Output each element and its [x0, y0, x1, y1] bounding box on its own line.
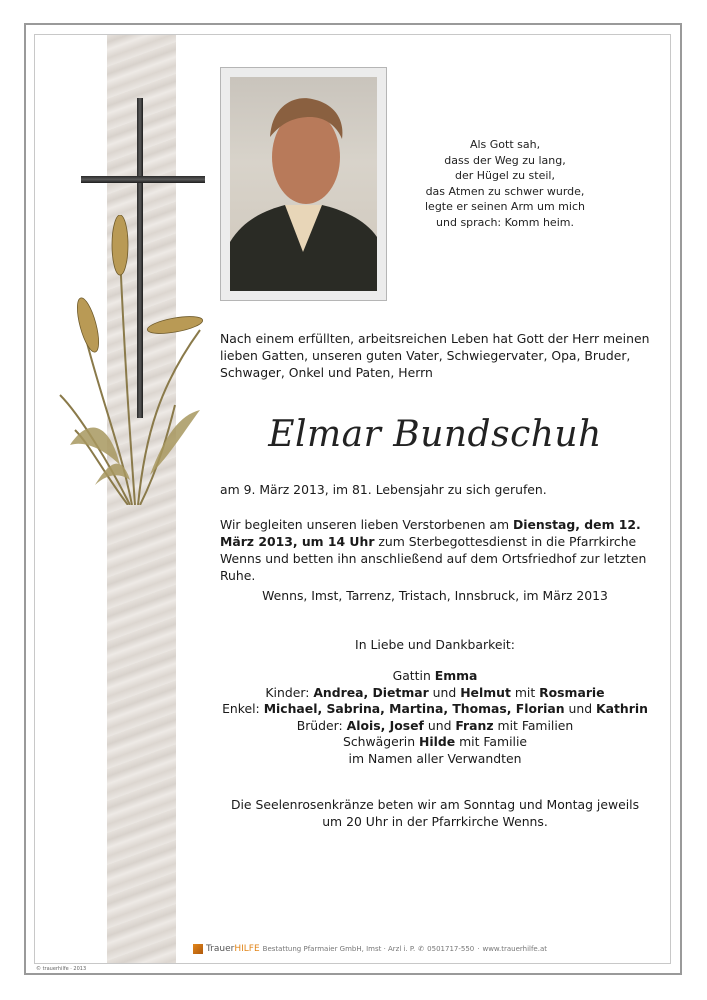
- logo-part-b: HILFE: [234, 944, 260, 954]
- sister-in-law-label: Schwägerin: [342, 734, 420, 749]
- family-grandchildren: [210, 701, 660, 718]
- copyright: © trauerhilfe · 2013: [36, 966, 87, 972]
- wheat-icon: [50, 215, 220, 505]
- verse-line: Als Gott sah,: [469, 138, 541, 151]
- footer-phone: 0501717-550: [427, 945, 475, 953]
- family-wife: [210, 668, 660, 685]
- conj: und: [423, 717, 456, 733]
- funeral-post: zum Sterbegottesdienst in die Pfarrkirche Wenns und betten ihn anschließend auf dem Ortsfriedhof zur letzten Ruhe.: [220, 534, 647, 583]
- intro-text: Nach einem erfüllten, arbeitsreichen Leben hat Gott der Herr meinen lieben Gatten, unseren guten Vater, Schwiegervater, Opa, Bruder, Schwager, Onkel und Paten, Herrn: [220, 331, 650, 380]
- footer: [193, 944, 663, 954]
- conj: und: [428, 684, 461, 700]
- brothers-names-b: Franz: [455, 717, 494, 733]
- grandchildren-names-a: Michael, Sabrina, Martina, Thomas, Florian: [263, 701, 565, 716]
- brothers-names-a: Alois, Josef: [346, 717, 424, 733]
- wife-label: Gattin: [392, 668, 435, 683]
- love-line: In Liebe und Dankbarkeit:: [355, 637, 515, 652]
- trauerhilfe-logo-icon: [193, 944, 203, 954]
- phone-icon: ✆: [418, 945, 425, 953]
- footer-web[interactable]: www.trauerhilfe.at: [482, 945, 547, 953]
- footer-text: Bestattung Pfarmaier GmbH, Imst · Arzl i. P.: [262, 945, 416, 953]
- grandchildren-names-b: Kathrin: [596, 701, 648, 716]
- funeral-pre: Wir begleiten unseren lieben Verstorbenen am: [220, 517, 513, 532]
- family-list: [210, 668, 660, 767]
- children-names-b: Helmut: [460, 684, 511, 700]
- wife-name: Emma: [434, 668, 478, 683]
- place-date: Wenns, Imst, Tarrenz, Tristach, Innsbruck, im März 2013: [262, 588, 608, 603]
- children-names-a: Andrea, Dietmar: [313, 684, 429, 700]
- family-sister-in-law: [210, 734, 660, 751]
- conj: mit: [510, 684, 540, 700]
- funeral-text: [220, 516, 650, 584]
- death-date-text: am 9. März 2013, im 81. Lebensjahr zu sich gerufen.: [220, 482, 547, 497]
- verse-line: dass der Weg zu lang,: [444, 153, 566, 167]
- brothers-suffix: mit Familien: [493, 717, 574, 733]
- children-label: Kinder:: [265, 684, 314, 700]
- verse-line: das Atmen zu schwer wurde,: [425, 184, 585, 198]
- logo-part-a: Trauer: [206, 944, 235, 954]
- sister-in-law-name: Hilde: [419, 734, 456, 749]
- funeral-date: Dienstag, dem 12. März 2013, um 14 Uhr: [220, 517, 641, 549]
- cross-bar: [81, 176, 205, 183]
- brothers-label: Brüder:: [296, 717, 347, 733]
- portrait-figure: [230, 77, 377, 291]
- verse-line: legte er seinen Arm um mich: [425, 200, 585, 213]
- deceased-name: Elmar Bundschuh: [268, 414, 602, 455]
- sister-in-law-suffix: mit Familie: [455, 734, 528, 749]
- family-brothers: [210, 718, 660, 735]
- verse: [400, 137, 610, 230]
- trauerhilfe-logo: [206, 944, 260, 954]
- children-names-c: Rosmarie: [539, 684, 605, 700]
- verse-line: der Hügel zu steil,: [455, 169, 555, 182]
- footer-separator: ·: [477, 945, 480, 953]
- portrait-frame: [220, 67, 387, 301]
- conj: und: [564, 701, 597, 716]
- grandchildren-label: Enkel:: [222, 701, 264, 716]
- family-children: [210, 685, 660, 702]
- family-all: im Namen aller Verwandten: [348, 750, 522, 766]
- portrait-photo: [230, 77, 377, 291]
- verse-line: und sprach: Komm heim.: [436, 215, 574, 229]
- rosary-text: Die Seelenrosenkränze beten wir am Sonntag und Montag jeweils um 20 Uhr in der Pfarrkirche Wenns.: [230, 797, 640, 829]
